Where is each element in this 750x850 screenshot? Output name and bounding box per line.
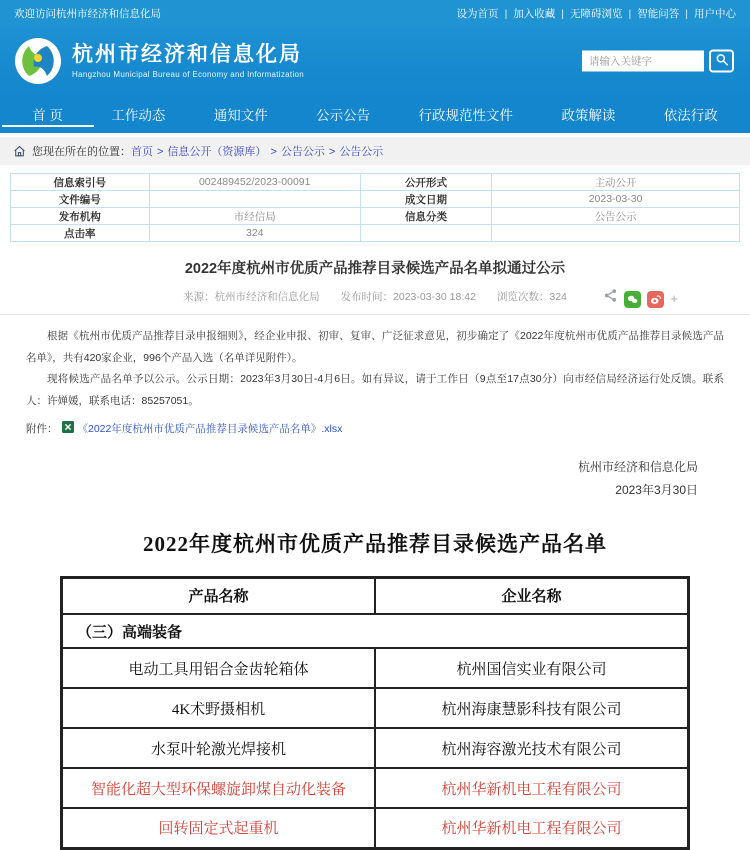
attachment-label: 附件：	[26, 423, 58, 436]
search-input[interactable]	[582, 51, 704, 72]
section-title: （三）高端装备	[62, 614, 689, 648]
topbar-link-user-center[interactable]: 用户中心	[694, 8, 736, 20]
info-value	[149, 191, 360, 208]
section-row	[62, 614, 689, 648]
signature-date: 2023年3月30日	[615, 482, 698, 497]
info-row	[11, 208, 740, 225]
breadcrumb-link-current[interactable]: 公告公示	[339, 146, 384, 158]
product-list-table	[60, 576, 690, 850]
product-name-header: 产品名称	[62, 577, 376, 614]
meta-publish-time: 发布时间：2023-03-30 18:42	[340, 291, 476, 303]
search-icon	[715, 53, 729, 70]
product-cell: 智能化超大型环保螺旋卸煤自动化装备	[62, 768, 376, 808]
info-label: 点击率	[11, 225, 150, 242]
product-cell: 电动工具用铝合金齿轮箱体	[62, 648, 376, 688]
company-cell: 杭州华新机电工程有限公司	[375, 768, 689, 808]
table-row	[62, 688, 689, 728]
share-icon[interactable]	[603, 288, 618, 310]
wechat-share-icon[interactable]	[624, 291, 641, 308]
info-row	[11, 191, 740, 208]
attachment-row	[26, 421, 724, 436]
info-label: 信息分类	[360, 208, 491, 225]
info-value: 主动公开	[492, 174, 740, 191]
article-signature	[52, 456, 698, 502]
info-table	[10, 173, 740, 242]
info-row	[11, 174, 740, 191]
site-subtitle: Hangzhou Municipal Bureau of Economy and Informatization	[72, 69, 305, 79]
nav-item-policy-interpretation[interactable]: 政策解读	[561, 108, 616, 123]
topbar-links	[457, 6, 736, 21]
info-label: 成文日期	[360, 191, 491, 208]
document-title: 2022年度杭州市优质产品推荐目录候选产品名单	[143, 531, 607, 556]
header-search	[582, 50, 734, 73]
info-value: 公告公示	[492, 208, 740, 225]
nav-item-work-news[interactable]: 工作动态	[111, 108, 166, 123]
table-row	[62, 728, 689, 768]
article-title: 2022年度杭州市优质产品推荐目录候选产品名单拟通过公示	[184, 261, 566, 277]
site-title: 杭州市经济和信息化局	[72, 43, 302, 67]
main-nav	[0, 95, 750, 133]
home-icon	[13, 145, 26, 158]
product-table-header-row	[62, 577, 689, 614]
nav-item-notices[interactable]: 通知文件	[213, 108, 268, 123]
info-label: 信息索引号	[11, 174, 150, 191]
embedded-document	[10, 528, 740, 850]
info-label: 发布机构	[11, 208, 150, 225]
more-share-button[interactable]: +	[670, 291, 678, 306]
product-cell: 回转固定式起重机	[62, 808, 376, 848]
site-header	[0, 27, 750, 95]
breadcrumb-prefix: 您现在所在的位置：	[32, 146, 131, 158]
welcome-text: 欢迎访问杭州市经济和信息化局	[14, 8, 161, 20]
info-value: 002489452/2023-00091	[149, 174, 360, 191]
excel-file-icon	[62, 421, 74, 436]
info-value: 2023-03-30	[492, 191, 740, 208]
breadcrumb-link-home[interactable]: 首页 >	[131, 143, 167, 159]
meta-view-count: 浏览次数：324	[496, 291, 567, 303]
product-cell: 水泵叶轮激光焊接机	[62, 728, 376, 768]
topbar-link-favorites[interactable]: 加入收藏 |	[513, 6, 570, 21]
meta-divider	[0, 314, 750, 315]
article-meta	[10, 287, 740, 307]
breadcrumb-link-info-disclosure[interactable]: 信息公开（资源库） >	[167, 143, 280, 159]
site-title-block	[72, 43, 304, 78]
page-content	[0, 165, 750, 850]
nav-item-announcements[interactable]: 公示公告	[316, 108, 371, 123]
table-row	[62, 808, 689, 848]
table-row	[62, 648, 689, 688]
company-cell: 杭州海容激光技术有限公司	[375, 728, 689, 768]
product-cell: 4K术野摄相机	[62, 688, 376, 728]
info-value	[492, 225, 740, 242]
info-value: 324	[149, 225, 360, 242]
search-button[interactable]	[709, 50, 734, 73]
top-utility-bar	[0, 0, 750, 27]
article-paragraph-1: 根据《杭州市优质产品推荐目录申报细则》，经企业申报、初审、复审、广泛征求意见，初步确定了《2022年度杭州市优质产品推荐目录候选产品名单》，共有420家企业，996个产品入选（名单详见附件）。	[26, 330, 724, 364]
bureau-logo-icon	[14, 37, 62, 85]
breadcrumb-link-announcements[interactable]: 公告公示 >	[281, 143, 339, 159]
signature-org: 杭州市经济和信息化局	[577, 460, 698, 475]
table-row	[62, 768, 689, 808]
topbar-link-accessibility[interactable]: 无障碍浏览 |	[570, 6, 637, 21]
info-label	[360, 225, 491, 242]
company-cell: 杭州海康慧影科技有限公司	[375, 688, 689, 728]
info-row	[11, 225, 740, 242]
article-paragraph-2: 现将候选产品名单予以公示。公示日期：2023年3月30日-4月6日。如有异议，请于工作日（9点至17点30分）向市经信局经济运行处反馈。联系人：许婵媛，联系电话：85257051。	[26, 373, 724, 407]
nav-item-regulatory-docs[interactable]: 行政规范性文件	[418, 108, 514, 123]
info-value: 市经信局	[149, 208, 360, 225]
nav-item-law-admin[interactable]: 依法行政	[663, 108, 718, 123]
info-label: 公开形式	[360, 174, 491, 191]
topbar-link-set-home[interactable]: 设为首页 |	[457, 6, 514, 21]
breadcrumb	[0, 137, 750, 165]
company-cell: 杭州华新机电工程有限公司	[375, 808, 689, 848]
attachment-link[interactable]: 《2022年度杭州市优质产品推荐目录候选产品名单》.xlsx	[77, 423, 343, 436]
meta-source: 来源：杭州市经济和信息化局	[183, 291, 320, 303]
company-cell: 杭州国信实业有限公司	[375, 648, 689, 688]
topbar-link-smart-qa[interactable]: 智能问答 |	[637, 6, 694, 21]
nav-item-home[interactable]: 首 页	[22, 95, 73, 133]
company-name-header: 企业名称	[375, 577, 689, 614]
share-bar	[603, 288, 678, 310]
weibo-share-icon[interactable]	[647, 291, 664, 308]
info-label: 文件编号	[11, 191, 150, 208]
